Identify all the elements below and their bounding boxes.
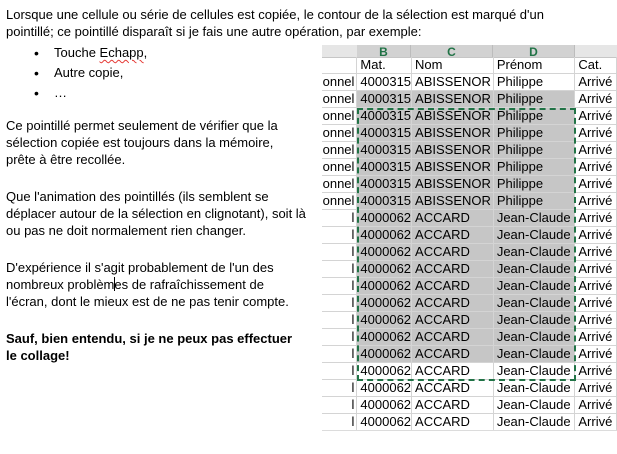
cell-mat[interactable]: 4000062 bbox=[357, 244, 412, 261]
bullet-item-ellipsis: • … bbox=[34, 83, 147, 103]
cell-a[interactable]: onnel bbox=[322, 74, 357, 91]
cell-cat[interactable]: Arrivé bbox=[575, 295, 617, 312]
cell-cat[interactable]: Arrivé bbox=[575, 363, 617, 380]
cell-mat[interactable]: 4000062 bbox=[357, 363, 412, 380]
cell-prenom[interactable]: Philippe bbox=[493, 108, 575, 125]
table-row bbox=[322, 142, 617, 159]
cell-mat[interactable]: 4000062 bbox=[357, 210, 412, 227]
cell-cat[interactable]: Arrivé bbox=[575, 261, 617, 278]
cell-nom[interactable]: ACCARD bbox=[412, 346, 494, 363]
bullet-list bbox=[34, 43, 147, 103]
table-row bbox=[322, 74, 617, 91]
table-row bbox=[322, 244, 617, 261]
cell-a[interactable]: onnel bbox=[322, 159, 357, 176]
cell-nom[interactable]: ACCARD bbox=[412, 244, 494, 261]
cell-a[interactable]: onnel bbox=[322, 193, 357, 210]
cell-mat[interactable]: 4000315 bbox=[357, 74, 412, 91]
cell-cat[interactable]: Arrivé bbox=[575, 227, 617, 244]
cell-prenom[interactable]: Jean-Claude bbox=[493, 380, 575, 397]
paragraph-conclusion: Sauf, bien entendu, si je ne peux pas effectuer le collage! bbox=[6, 331, 293, 363]
cell-nom[interactable]: ABISSENOR bbox=[412, 176, 494, 193]
cell-nom[interactable]: ACCARD bbox=[412, 312, 494, 329]
cell-a[interactable]: onnel bbox=[322, 91, 357, 108]
cell-nom[interactable]: ACCARD bbox=[412, 295, 494, 312]
cell-a[interactable]: l bbox=[322, 397, 357, 414]
cell-cat[interactable]: Arrivé bbox=[575, 380, 617, 397]
cell-prenom[interactable]: Philippe bbox=[493, 159, 575, 176]
header-cell[interactable]: Mat. bbox=[357, 57, 412, 74]
table-row bbox=[322, 295, 617, 312]
cell-nom[interactable]: ACCARD bbox=[412, 329, 494, 346]
header-cell[interactable]: Prénom bbox=[493, 57, 575, 74]
cell-cat[interactable]: Arrivé bbox=[575, 397, 617, 414]
cell-cat[interactable]: Arrivé bbox=[575, 329, 617, 346]
cell-cat[interactable]: Arrivé bbox=[575, 414, 617, 431]
cell-cat[interactable]: Arrivé bbox=[575, 278, 617, 295]
table-row bbox=[322, 346, 617, 363]
bullet-item-copy: • Autre copie, bbox=[34, 63, 147, 83]
column-header-c[interactable]: C bbox=[411, 45, 493, 57]
cell-mat[interactable]: 4000315 bbox=[357, 91, 412, 108]
header-cell[interactable] bbox=[322, 57, 357, 74]
header-cell[interactable]: Cat. bbox=[575, 57, 617, 74]
cell-mat[interactable]: 4000315 bbox=[357, 108, 412, 125]
cell-a[interactable]: l bbox=[322, 227, 357, 244]
cell-a[interactable]: l bbox=[322, 312, 357, 329]
paragraph-animation: Que l'animation des pointillés (ils semblent se déplacer autour de la sélection en clignotant), soit là ou pas ne doit normalement rien changer. bbox=[6, 189, 306, 238]
cell-cat[interactable]: Arrivé bbox=[575, 142, 617, 159]
cell-mat[interactable]: 4000062 bbox=[357, 397, 412, 414]
cell-cat[interactable]: Arrivé bbox=[575, 91, 617, 108]
cell-mat[interactable]: 4000062 bbox=[357, 261, 412, 278]
cell-cat[interactable]: Arrivé bbox=[575, 193, 617, 210]
paragraph-experience bbox=[6, 259, 306, 310]
table-row bbox=[322, 414, 617, 431]
table-row bbox=[322, 363, 617, 380]
cell-a[interactable]: l bbox=[322, 363, 357, 380]
sheet-bottom-fade bbox=[322, 429, 617, 437]
cell-prenom[interactable]: Jean-Claude bbox=[493, 414, 575, 431]
paragraph-memory: Ce pointillé permet seulement de vérifier que la sélection copiée est toujours dans la mémoire, prête à être recollée. bbox=[6, 118, 278, 167]
cell-prenom[interactable]: Philippe bbox=[493, 74, 575, 91]
cell-mat[interactable]: 4000062 bbox=[357, 278, 412, 295]
header-row bbox=[322, 57, 617, 74]
cell-cat[interactable]: Arrivé bbox=[575, 108, 617, 125]
cell-prenom[interactable]: Jean-Claude bbox=[493, 346, 575, 363]
cell-prenom[interactable]: Jean-Claude bbox=[493, 312, 575, 329]
table-row bbox=[322, 261, 617, 278]
bullet-item-escape bbox=[34, 43, 147, 63]
cell-a[interactable]: onnel bbox=[322, 142, 357, 159]
cell-mat[interactable]: 4000315 bbox=[357, 125, 412, 142]
cell-grid bbox=[322, 57, 617, 431]
table-row bbox=[322, 380, 617, 397]
cell-nom[interactable]: ACCARD bbox=[412, 380, 494, 397]
column-header-d[interactable]: D bbox=[493, 45, 575, 57]
cell-a[interactable]: onnel bbox=[322, 176, 357, 193]
cell-nom[interactable]: ABISSENOR bbox=[412, 125, 494, 142]
cell-nom[interactable]: ACCARD bbox=[412, 397, 494, 414]
paragraph-experience-start: D'expérience il s'agit probablement de l'un des nombreux problèm bbox=[6, 260, 274, 292]
cell-nom[interactable]: ABISSENOR bbox=[412, 74, 494, 91]
cell-nom[interactable]: ACCARD bbox=[412, 414, 494, 431]
table-row bbox=[322, 312, 617, 329]
cell-a[interactable]: l bbox=[322, 261, 357, 278]
cell-a[interactable]: l bbox=[322, 329, 357, 346]
cell-prenom[interactable]: Philippe bbox=[493, 142, 575, 159]
table-row bbox=[322, 159, 617, 176]
table-row bbox=[322, 125, 617, 142]
cell-prenom[interactable]: Jean-Claude bbox=[493, 261, 575, 278]
cell-a[interactable]: onnel bbox=[322, 108, 357, 125]
cell-prenom[interactable]: Jean-Claude bbox=[493, 397, 575, 414]
cell-mat[interactable]: 4000315 bbox=[357, 159, 412, 176]
cell-mat[interactable]: 4000062 bbox=[357, 295, 412, 312]
cell-prenom[interactable]: Jean-Claude bbox=[493, 278, 575, 295]
cell-prenom[interactable]: Philippe bbox=[493, 176, 575, 193]
cell-nom[interactable]: ABISSENOR bbox=[412, 142, 494, 159]
cell-prenom[interactable]: Jean-Claude bbox=[493, 295, 575, 312]
cell-nom[interactable]: ACCARD bbox=[412, 210, 494, 227]
cell-cat[interactable]: Arrivé bbox=[575, 312, 617, 329]
column-header-b[interactable]: B bbox=[357, 45, 411, 57]
cell-cat[interactable]: Arrivé bbox=[575, 125, 617, 142]
table-row bbox=[322, 108, 617, 125]
cell-nom[interactable]: ACCARD bbox=[412, 261, 494, 278]
cell-mat[interactable]: 4000062 bbox=[357, 346, 412, 363]
cell-cat[interactable]: Arrivé bbox=[575, 159, 617, 176]
table-row bbox=[322, 278, 617, 295]
cell-prenom[interactable]: Jean-Claude bbox=[493, 363, 575, 380]
table-row bbox=[322, 193, 617, 210]
cell-mat[interactable]: 4000062 bbox=[357, 312, 412, 329]
intro-paragraph: Lorsque une cellule ou série de cellules est copiée, le contour de la sélection est marqué d'un pointillé; ce pointillé disparaît si je fais une autre opération, par exemple: bbox=[6, 7, 544, 39]
table-row bbox=[322, 329, 617, 346]
cell-a[interactable]: l bbox=[322, 346, 357, 363]
cell-cat[interactable]: Arrivé bbox=[575, 210, 617, 227]
cell-nom[interactable]: ACCARD bbox=[412, 227, 494, 244]
cell-cat[interactable]: Arrivé bbox=[575, 176, 617, 193]
cell-prenom[interactable]: Philippe bbox=[493, 125, 575, 142]
cell-prenom[interactable]: Philippe bbox=[493, 91, 575, 108]
spellcheck-word: Echapp bbox=[99, 45, 144, 60]
cell-cat[interactable]: Arrivé bbox=[575, 74, 617, 91]
cell-a[interactable]: onnel bbox=[322, 125, 357, 142]
cell-a[interactable]: l bbox=[322, 414, 357, 431]
table-row bbox=[322, 210, 617, 227]
cell-mat[interactable]: 4000062 bbox=[357, 414, 412, 431]
cell-prenom[interactable]: Jean-Claude bbox=[493, 210, 575, 227]
cell-a[interactable]: l bbox=[322, 380, 357, 397]
spreadsheet-screenshot bbox=[322, 45, 617, 437]
cell-a[interactable]: l bbox=[322, 244, 357, 261]
bullet-text-comma: , bbox=[143, 45, 148, 60]
cell-mat[interactable]: 4000062 bbox=[357, 227, 412, 244]
cell-nom[interactable]: ABISSENOR bbox=[412, 159, 494, 176]
cell-prenom[interactable]: Jean-Claude bbox=[493, 329, 575, 346]
cell-mat[interactable]: 4000062 bbox=[357, 380, 412, 397]
cell-prenom[interactable]: Jean-Claude bbox=[493, 244, 575, 261]
cell-prenom[interactable]: Philippe bbox=[493, 193, 575, 210]
header-cell[interactable]: Nom bbox=[412, 57, 494, 74]
cell-a[interactable]: l bbox=[322, 295, 357, 312]
cell-mat[interactable]: 4000315 bbox=[357, 193, 412, 210]
cell-a[interactable]: l bbox=[322, 210, 357, 227]
cell-prenom[interactable]: Jean-Claude bbox=[493, 227, 575, 244]
bullet-text-key: Touche bbox=[54, 45, 100, 60]
paragraph-experience-end: es de rafraîchissement de l'écran, dont le mieux est de ne pas tenir compte. bbox=[6, 277, 289, 309]
cell-nom[interactable]: ACCARD bbox=[412, 278, 494, 295]
cell-nom[interactable]: ABISSENOR bbox=[412, 193, 494, 210]
table-row bbox=[322, 91, 617, 108]
table-row bbox=[322, 397, 617, 414]
cell-cat[interactable]: Arrivé bbox=[575, 346, 617, 363]
cell-nom[interactable]: ABISSENOR bbox=[412, 91, 494, 108]
cell-nom[interactable]: ACCARD bbox=[412, 363, 494, 380]
table-row bbox=[322, 176, 617, 193]
cell-mat[interactable]: 4000315 bbox=[357, 142, 412, 159]
cell-nom[interactable]: ABISSENOR bbox=[412, 108, 494, 125]
table-row bbox=[322, 227, 617, 244]
cell-cat[interactable]: Arrivé bbox=[575, 244, 617, 261]
cell-mat[interactable]: 4000062 bbox=[357, 329, 412, 346]
cell-a[interactable]: l bbox=[322, 278, 357, 295]
cell-mat[interactable]: 4000315 bbox=[357, 176, 412, 193]
